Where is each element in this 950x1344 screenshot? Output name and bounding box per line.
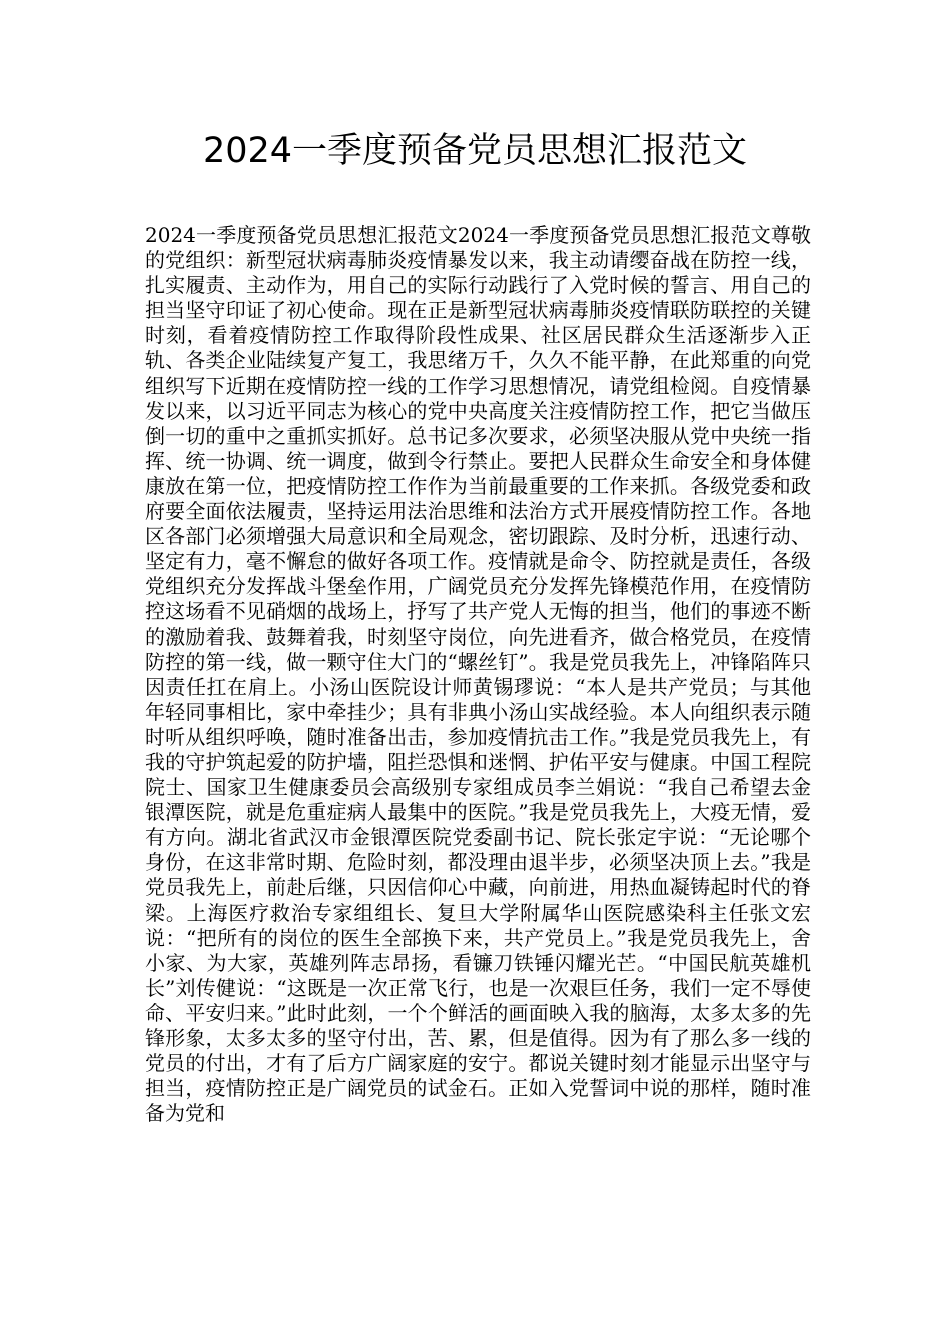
document-title: 2024一季度预备党员思想汇报范文 bbox=[202, 131, 748, 171]
document-body: 2024一季度预备党员思想汇报范文2024一季度预备党员思想汇报范文尊敬的党组织：新型冠状病毒肺炎疫情暴发以来，我主动请缨奋战在防控一线，扎实履责、主动作为，用自己的实际行动践行了入党时候的誓言、用自己的担当坚守印证了初心使命。现在正是新型冠状病毒肺炎疫情联防联控的关键时刻，看着疫情防控工作取得阶段性成果、社区居民群众生活逐渐步入正轨、各类企业陆续复产复工，我思绪万千，久久不能平静，在此郑重的向党组织写下近期在疫情防控一线的工作学习思想情况，请党组检阅。自疫情暴发以来，以习近平同志为核心的党中央高度关注疫情防控工作，把它当做压倒一切的重中之重抓实抓好。总书记多次要求，必须坚决服从党中央统一指挥、统一协调、统一调度，做到令行禁止。要把人民群众生命安全和身体健康放在第一位，把疫情防控工作作为当前最重要的工作来抓。各级党委和政府要全面依法履责，坚持运用法治思维和法治方式开展疫情防控工作。各地区各部门必须增强大局意识和全局观念，密切跟踪、及时分析，迅速行动、坚定有力，毫不懈怠的做好各项工作。疫情就是命令、防控就是责任，各级党组织充分发挥战斗堡垒作用，广阔党员充分发挥先锋模范作用，在疫情防控这场看不见硝烟的战场上，抒写了共产党人无悔的担当，他们的事迹不断的激励着我、鼓舞着我，时刻坚守岗位，向先进看齐，做合格党员，在疫情防控的第一线，做一颗守住大门的“螺丝钉”。我是党员我先上，冲锋陷阵只因责任扛在肩上。小汤山医院设计师黄锡璆说：“本人是共产党员；与其他年轻同事相比，家中牵挂少；具有非典小汤山实战经验。本人向组织表示随时听从组织呼唤，随时准备出击，参加疫情抗击工作。”我是党员我先上，有我的守护筑起爱的防护墙，阻拦恐惧和迷惘、护佑平安与健康。中国工程院院士、国家卫生健康委员会高级别专家组成员李兰娟说：“我自己希望去金银潭医院，就是危重症病人最集中的医院。”我是党员我先上，大疫无情，爱有方向。湖北省武汉市金银潭医院党委副书记、院长张定宇说：“无论哪个身份，在这非常时期、危险时刻，都没理由退半步，必须坚决顶上去。”我是党员我先上，前赴后继，只因信仰心中藏，向前进，用热血凝铸起时代的脊梁。上海医疗救治专家组组长、复旦大学附属华山医院感染科主任张文宏说：“把所有的岗位的医生全部换下来，共产党员上。”我是党员我先上，舍小家、为大家，英雄列阵志昂扬，看镰刀铁锤闪耀光芒。“中国民航英雄机长”刘传健说：“这既是一次正常飞行，也是一次艰巨任务，我们一定不辱使命、平安归来。”此时此刻，一个个鲜活的画面映入我的脑海，太多太多的先锋形象，太多太多的坚守付出，苦、累，但是值得。因为有了那么多一线的党员的付出，才有了后方广阔家庭的安宁。都说关键时刻才能显示出坚守与担当，疫情防控正是广阔党员的试金石。正如入党誓词中说的那样，随时准备为党和 bbox=[145, 223, 811, 1126]
